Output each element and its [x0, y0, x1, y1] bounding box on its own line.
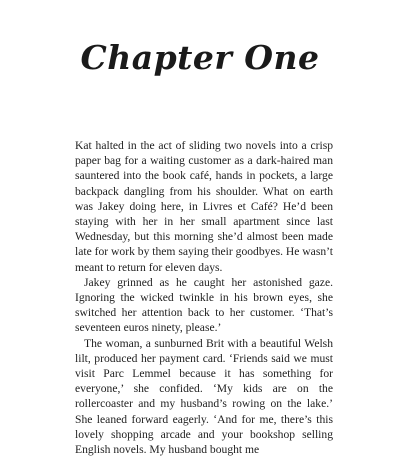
paragraph: Kat halted in the act of sliding two novels into a crisp paper bag for a waiting customer as a dark-haired man sauntered into the book café, hands in pockets, a large backpack dangling from his shoulder. What on earth was Jakey doing here, in Livres et Café? He’d been staying with her in her small apartment since last Wednesday, but this morning she’d almost been made late for work by them saying their goodbyes. He wasn’t meant to return for eleven days.: [75, 139, 334, 274]
chapter-body: [75, 138, 333, 457]
paragraph: The woman, a sunburned Brit with a beautiful Welsh lilt, produced her payment card. ‘Friends said we must visit Parc Lemmel because it has something for everyone,’ she confided. ‘My kids are on the rollercoaster and my husband’s rowing on the lake.’ She leaned forward eagerly. ‘And for me, there’s this lovely shopping arcade and your bookshop selling English novels. My husband bought me: [75, 336, 333, 457]
chapter-title: Chapter One: [80, 38, 320, 77]
paragraph: Jakey grinned as he caught her astonished gaze. Ignoring the wicked twinkle in his brown eyes, she switched her attention back to her customer. ‘That’s seventeen euros ninety, please.’: [75, 275, 333, 335]
